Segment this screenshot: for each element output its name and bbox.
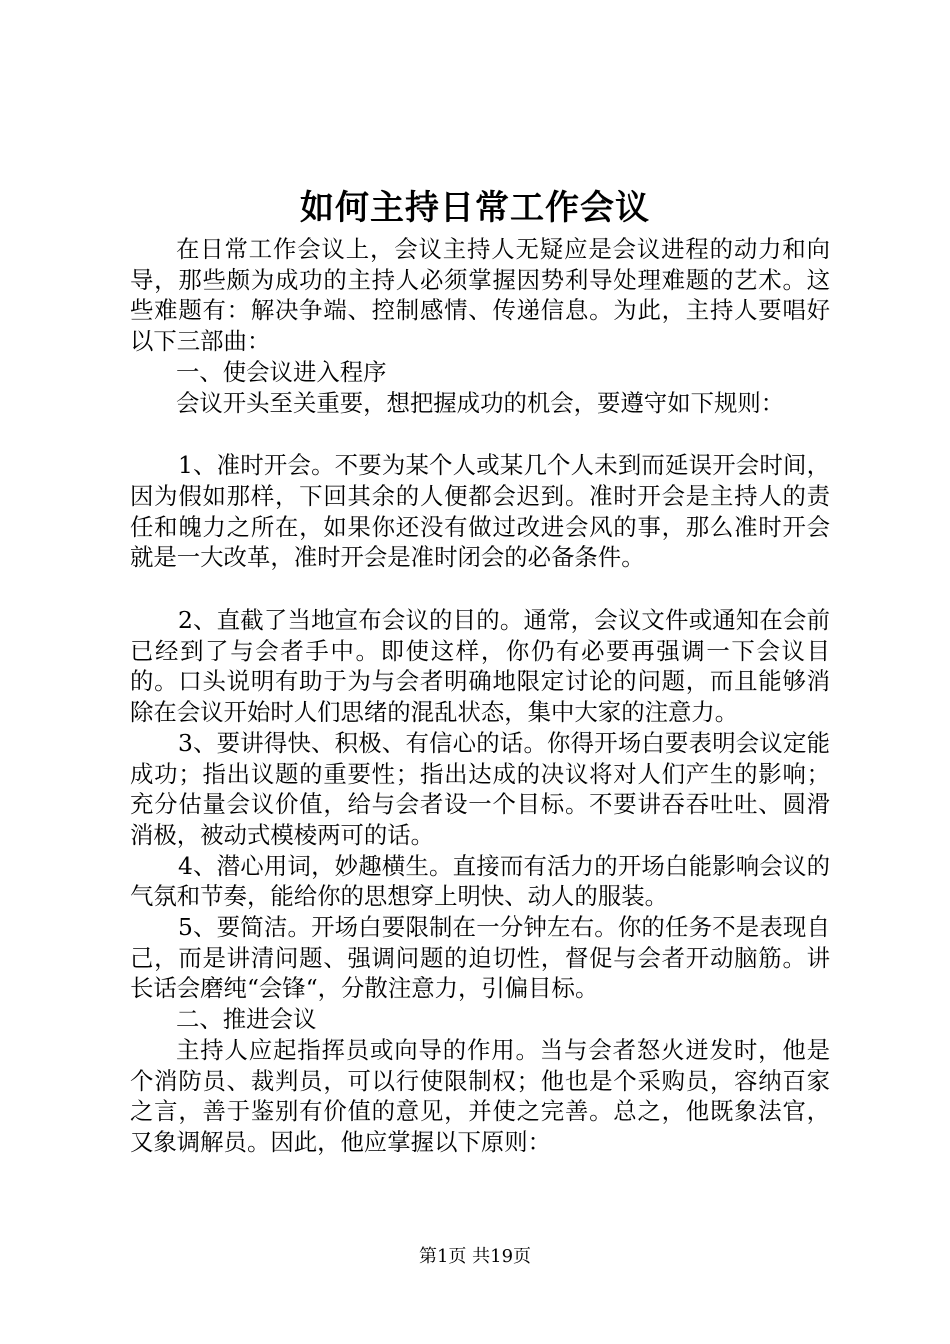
- document-title: 如何主持日常工作会议: [300, 188, 650, 228]
- document-body: [130, 234, 830, 1158]
- paragraph-rule-5: 5、要简洁。开场白要限制在一分钟左右。你的任务不是表现自己，而是讲清问题、强调问题的迫切性，督促与会者开动脑筋。讲长话会磨纯“会锋“，分散注意力，引偏目标。: [130, 913, 830, 1003]
- section-heading-1: 一、使会议进入程序: [176, 357, 387, 386]
- paragraph-rule-2: 2、直截了当地宣布会议的目的。通常，会议文件或通知在会前已经到了与会者手中。即使这样，你仍有必要再强调一下会议目的。口头说明有助于为与会者明确地限定讨论的问题，而且能够消除在会议开始时人们思绪的混乱状态，集中大家的注意力。: [130, 606, 830, 727]
- paragraph-host-role: 主持人应起指挥员或向导的作用。当与会者怒火迸发时，他是个消防员、裁判员，可以行使限制权；他也是个采购员，容纳百家之言，善于鉴别有价值的意见，并使之完善。总之，他既象法官，又象调解员。因此，他应掌握以下原则：: [130, 1035, 830, 1156]
- paragraph-spacer: [130, 418, 830, 450]
- paragraph-rule-1: 1、准时开会。不要为某个人或某几个人未到而延误开会时间，因为假如那样，下回其余的人便都会迟到。准时开会是主持人的责任和魄力之所在，如果你还没有做过改进会风的事，那么准时开会就是一大改革，准时开会是准时闭会的必备条件。: [130, 451, 830, 572]
- paragraph-spacer: [130, 573, 830, 605]
- section-heading-2: 二、推进会议: [176, 1005, 317, 1034]
- page-footer: 第1页 共19页: [418, 1246, 532, 1267]
- paragraph-rule-4: 4、潜心用词，妙趣横生。直接而有活力的开场白能影响会议的气氛和节奏，能给你的思想穿上明快、动人的服装。: [130, 851, 830, 911]
- paragraph-rule-3: 3、要讲得快、积极、有信心的话。你得开场白要表明会议定能成功；指出议题的重要性；指出达成的决议将对人们产生的影响；充分估量会议价值，给与会者设一个目标。不要讲吞吞吐吐、圆滑消极，被动式模棱两可的话。: [130, 728, 830, 849]
- paragraph-rules-intro: 会议开头至关重要，想把握成功的机会，要遵守如下规则：: [176, 388, 785, 417]
- paragraph-intro: 在日常工作会议上，会议主持人无疑应是会议进程的动力和向导，那些颇为成功的主持人必须掌握因势利导处理难题的艺术。这些难题有：解决争端、控制感情、传递信息。为此，主持人要唱好以下三部曲：: [130, 235, 830, 356]
